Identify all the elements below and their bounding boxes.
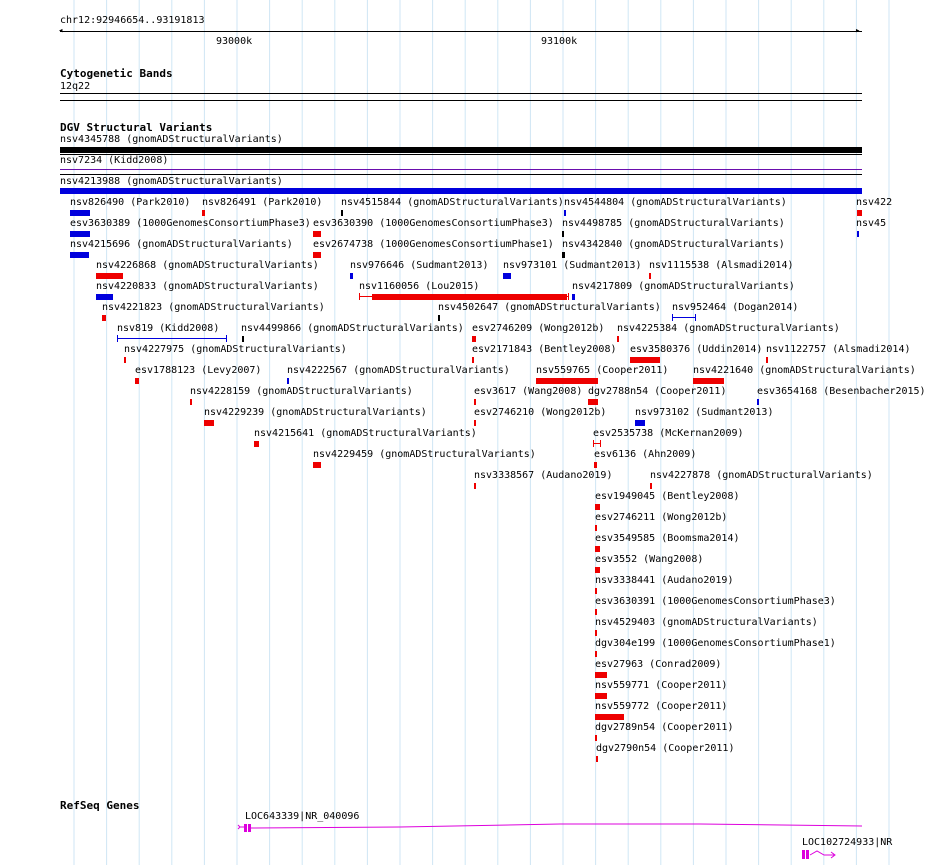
variant-label[interactable]: esv2746211 (Wong2012b)	[595, 512, 728, 523]
variant-label[interactable]: nsv1115538 (Alsmadi2014)	[649, 260, 794, 271]
variant-label[interactable]: esv27963 (Conrad2009)	[595, 659, 722, 670]
variant-label[interactable]: nsv4529403 (gnomADStructuralVariants)	[595, 617, 818, 628]
variant-label[interactable]: nsv4213988 (gnomADStructuralVariants)	[60, 176, 283, 187]
variant-label[interactable]: nsv4515844 (gnomADStructuralVariants)	[341, 197, 564, 208]
variant-label[interactable]: nsv826491 (Park2010)	[202, 197, 323, 208]
variant-label[interactable]: esv6136 (Ahn2009)	[594, 449, 697, 460]
variant-label[interactable]: esv2746209 (Wong2012b)	[472, 323, 605, 334]
gene-exon	[802, 850, 805, 859]
dgv-track-title[interactable]: DGV Structural Variants	[60, 121, 213, 134]
variant-label[interactable]: dgv304e199 (1000GenomesConsortiumPhase1)	[595, 638, 836, 649]
cytoband-track-title[interactable]: Cytogenetic Bands	[60, 67, 173, 80]
variant-label[interactable]: esv2171843 (Bentley2008)	[472, 344, 617, 355]
variant-label[interactable]: nsv4544804 (gnomADStructuralVariants)	[564, 197, 787, 208]
variant-label[interactable]: nsv4229239 (gnomADStructuralVariants)	[204, 407, 427, 418]
variant-label[interactable]: nsv973101 (Sudmant2013)	[503, 260, 642, 271]
refseq-track-title[interactable]: RefSeq Genes	[60, 799, 140, 812]
variant-label[interactable]: nsv4227975 (gnomADStructuralVariants)	[124, 344, 347, 355]
gene-exon	[248, 824, 251, 832]
gene-exon	[806, 850, 809, 859]
variant-label[interactable]: nsv4225384 (gnomADStructuralVariants)	[617, 323, 840, 334]
ruler-left-arrow[interactable]: ◂	[58, 26, 64, 36]
gene-intron	[810, 851, 834, 855]
variant-label[interactable]: nsv422	[856, 197, 893, 208]
variant-label[interactable]: esv3630391 (1000GenomesConsortiumPhase3)	[595, 596, 836, 607]
variant-label[interactable]: nsv7234 (Kidd2008)	[60, 155, 169, 166]
gene-exon	[244, 824, 247, 832]
variant-label[interactable]: nsv4226868 (gnomADStructuralVariants)	[96, 260, 319, 271]
variant-label[interactable]: nsv1160056 (Lou2015)	[359, 281, 480, 292]
gene-intron	[251, 824, 862, 828]
variant-label[interactable]: esv3654168 (Besenbacher2015)	[757, 386, 926, 397]
variant-label[interactable]: nsv819 (Kidd2008)	[117, 323, 220, 334]
variant-label[interactable]: esv3549585 (Boomsma2014)	[595, 533, 740, 544]
variant-label[interactable]: nsv976646 (Sudmant2013)	[350, 260, 489, 271]
variant-label[interactable]: esv3630390 (1000GenomesConsortiumPhase3)	[313, 218, 554, 229]
variant-label[interactable]: nsv1122757 (Alsmadi2014)	[766, 344, 911, 355]
variant-label[interactable]: nsv4498785 (gnomADStructuralVariants)	[562, 218, 785, 229]
variant-label[interactable]: esv2674738 (1000GenomesConsortiumPhase1)	[313, 239, 554, 250]
variant-label[interactable]: nsv4221640 (gnomADStructuralVariants)	[693, 365, 916, 376]
ruler-right-arrow[interactable]: ▸	[855, 26, 861, 36]
gene-model-loc102724933[interactable]	[802, 850, 835, 859]
variant-label[interactable]: dgv2789n54 (Cooper2011)	[595, 722, 734, 733]
ruler-tick-label-93100k: 93100k	[541, 36, 578, 47]
gene-label[interactable]: LOC643339|NR_040096	[245, 811, 360, 822]
variant-label[interactable]: nsv45	[856, 218, 887, 229]
variant-label[interactable]: nsv3338567 (Audano2019)	[474, 470, 613, 481]
variant-label[interactable]: esv3630389 (1000GenomesConsortiumPhase3)	[70, 218, 311, 229]
variant-label[interactable]: nsv4222567 (gnomADStructuralVariants)	[287, 365, 510, 376]
variant-label[interactable]: esv1949045 (Bentley2008)	[595, 491, 740, 502]
gene-model-loc643339[interactable]	[238, 824, 862, 832]
variant-label[interactable]: esv3617 (Wang2008)	[474, 386, 583, 397]
cytoband-label: 12q22	[60, 81, 91, 92]
variant-label[interactable]: nsv952464 (Dogan2014)	[672, 302, 799, 313]
locus-label: chr12:92946654..93191813	[60, 15, 205, 26]
variant-label[interactable]: nsv4215641 (gnomADStructuralVariants)	[254, 428, 477, 439]
variant-label[interactable]: nsv4228159 (gnomADStructuralVariants)	[190, 386, 413, 397]
variant-label[interactable]: nsv4215696 (gnomADStructuralVariants)	[70, 239, 293, 250]
variant-label[interactable]: nsv4345788 (gnomADStructuralVariants)	[60, 134, 283, 145]
variant-label[interactable]: nsv4499866 (gnomADStructuralVariants)	[241, 323, 464, 334]
strand-arrow-icon	[238, 825, 240, 829]
variant-label[interactable]: esv3552 (Wang2008)	[595, 554, 704, 565]
variant-label[interactable]: nsv4227878 (gnomADStructuralVariants)	[650, 470, 873, 481]
variant-label[interactable]: dgv2788n54 (Cooper2011)	[588, 386, 727, 397]
variant-label[interactable]: esv2746210 (Wong2012b)	[474, 407, 607, 418]
variant-label[interactable]: nsv973102 (Sudmant2013)	[635, 407, 774, 418]
variant-label[interactable]: nsv559772 (Cooper2011)	[595, 701, 728, 712]
variant-label[interactable]: dgv2790n54 (Cooper2011)	[596, 743, 735, 754]
variant-label[interactable]: nsv4217809 (gnomADStructuralVariants)	[572, 281, 795, 292]
variant-label[interactable]: esv2535738 (McKernan2009)	[593, 428, 744, 439]
variant-label[interactable]: nsv559765 (Cooper2011)	[536, 365, 669, 376]
variant-label[interactable]: nsv4220833 (gnomADStructuralVariants)	[96, 281, 319, 292]
variant-label[interactable]: nsv3338441 (Audano2019)	[595, 575, 734, 586]
variant-label[interactable]: nsv4342840 (gnomADStructuralVariants)	[562, 239, 785, 250]
variant-label[interactable]: nsv826490 (Park2010)	[70, 197, 191, 208]
variant-label[interactable]: nsv4221823 (gnomADStructuralVariants)	[102, 302, 325, 313]
ruler-tick-label-93000k: 93000k	[216, 36, 253, 47]
gene-label[interactable]: LOC102724933|NR	[802, 837, 893, 848]
variant-label[interactable]: esv3580376 (Uddin2014)	[630, 344, 763, 355]
variant-label[interactable]: nsv559771 (Cooper2011)	[595, 680, 728, 691]
variant-label[interactable]: esv1788123 (Levy2007)	[135, 365, 262, 376]
variant-label[interactable]: nsv4502647 (gnomADStructuralVariants)	[438, 302, 661, 313]
variant-label[interactable]: nsv4229459 (gnomADStructuralVariants)	[313, 449, 536, 460]
